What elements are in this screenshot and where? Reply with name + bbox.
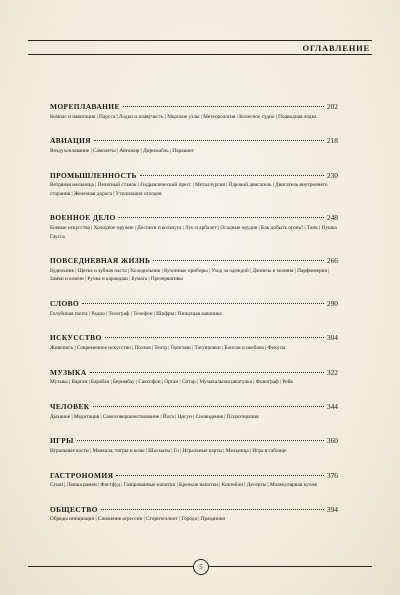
toc-subtopics: Суши | Лапша рамен | Фастфуд | Газированные напитки | Крепкие напитки | Коктейли | Десерты | Молекулярная кухня xyxy=(50,482,317,489)
toc-page-number: 394 xyxy=(326,504,338,514)
toc-entry-heading xyxy=(50,213,338,223)
toc-entry[interactable] xyxy=(50,213,338,241)
toc-page-number: 248 xyxy=(326,213,338,223)
toc-entry-heading xyxy=(50,299,338,309)
toc-chapter-title: МОРЕПЛАВАНИЕ xyxy=(50,102,120,111)
toc-entry-heading xyxy=(50,402,338,412)
toc-chapter-title: ГАСТРОНОМИЯ xyxy=(50,470,114,480)
toc-entry[interactable] xyxy=(50,256,338,284)
toc-chapter-title: ЧЕЛОВЕК xyxy=(50,402,90,412)
dot-leader xyxy=(77,440,324,441)
toc-chapter-title: ПОВСЕДНЕВНАЯ ЖИЗНЬ xyxy=(50,256,151,266)
toc-page-number: 376 xyxy=(326,470,338,480)
dot-leader xyxy=(153,260,323,261)
toc-subtopics: Воздухоплавание | Самолеты | Автожир | Дирижабль | Парашют xyxy=(50,147,194,154)
dot-leader xyxy=(90,372,324,373)
header-rule-bottom xyxy=(28,54,372,55)
toc-entry-heading xyxy=(50,171,338,181)
toc-page-number: 218 xyxy=(326,136,338,146)
toc-chapter-title: ОБЩЕСТВО xyxy=(50,504,98,514)
toc-entry[interactable] xyxy=(50,333,338,352)
toc-chapter-title: ПРОМЫШЛЕННОСТЬ xyxy=(50,170,137,180)
toc-entry[interactable] xyxy=(50,402,338,421)
page-number: 5 xyxy=(193,559,209,575)
toc-subtopics: Боевые искусства | Холодное оружие | Доспехи и кольчуга | Лук и арбалет | Осадные орудия | Как добыть огонь? | Танк | Пушка Гаусса xyxy=(50,224,337,240)
toc-entry[interactable] xyxy=(50,368,338,387)
toc-page-number: 344 xyxy=(326,402,338,412)
header-rule-top xyxy=(28,40,372,41)
toc-page-number: 202 xyxy=(326,102,338,111)
toc-subtopics: Обряды инициации | Снижение агрессии | Сторителлинг | Города | Праздники xyxy=(50,516,226,523)
toc-subtopics: Компас и навигация | Паруса | Лодки и плавучесть | Морские узлы | Метеорология | Колесное судно | Подводная лодка xyxy=(50,113,317,120)
dot-leader xyxy=(93,406,324,407)
toc-subtopics: Живопись | Современное искусство | Поэзия | Театр | Оригами | Татуировки | Бонсаи и икебана | Фокусы xyxy=(50,344,286,351)
toc-entry-heading xyxy=(50,368,338,378)
toc-subtopics: Игральные кости | Манкала, тигры и козы | Шахматы | Го | Игральные карты | Мельница | Игра в таблице xyxy=(50,447,287,454)
toc-page-number: 304 xyxy=(326,333,338,343)
toc-chapter-title: ИГРЫ xyxy=(50,436,74,446)
toc-entry[interactable] xyxy=(50,436,338,455)
dot-leader xyxy=(116,475,324,476)
toc-entry-heading xyxy=(50,505,338,515)
toc-entry-heading xyxy=(50,136,338,146)
dot-leader xyxy=(140,175,324,176)
dot-leader xyxy=(82,303,324,304)
toc-entry-heading xyxy=(50,436,338,446)
toc-entry[interactable] xyxy=(50,102,338,121)
toc-subtopics: Музыка | Варган | Барабан | Беримбау | Саксофон | Орган | Ситар | Музыкальная шкатулка | Фонограф | Рейв xyxy=(50,379,293,386)
toc-entry[interactable] xyxy=(50,171,338,199)
dot-leader xyxy=(94,140,324,141)
toc-page-number: 360 xyxy=(326,436,338,446)
toc-entry[interactable] xyxy=(50,136,338,155)
toc-chapter-title: МУЗЫКА xyxy=(50,367,87,377)
toc-subtopics: Ветряная мельница | Печатный станок | Гидравлический пресс | Металлургия | Паровой двигатель | Двигатель внутреннего сгорания | Железная дорога | Утилизация отходов xyxy=(50,182,328,197)
toc-entry[interactable] xyxy=(50,505,338,524)
dot-leader xyxy=(105,337,324,338)
toc-entry-heading xyxy=(50,256,338,266)
table-of-contents xyxy=(50,102,338,539)
dot-leader xyxy=(101,509,324,510)
toc-entry-heading xyxy=(50,333,338,343)
page-header-title: ОГЛАВЛЕНИЕ xyxy=(302,43,370,53)
toc-entry[interactable] xyxy=(50,299,338,318)
toc-chapter-title: АВИАЦИЯ xyxy=(50,136,91,146)
toc-subtopics: Будильник | Щетка и зубная паста | Холодильник | Кухонные приборы | Уход за одеждой | Джинсы и молния | Парфюмерия | Замки и ключи | Ручка и карандаш | Бумага | Презервативы xyxy=(50,267,330,283)
toc-page-number: 322 xyxy=(326,367,338,377)
toc-chapter-title: ВОЕННОЕ ДЕЛО xyxy=(50,213,116,223)
dot-leader xyxy=(123,106,324,107)
toc-chapter-title: ИСКУССТВО xyxy=(50,333,102,343)
toc-entry-heading xyxy=(50,102,338,112)
toc-subtopics: Голубиная почта | Радио | Телеграф | Телефон | Шифры | Пишущая машинка xyxy=(50,310,222,317)
toc-chapter-title: СЛОВО xyxy=(50,299,80,309)
toc-page-number: 230 xyxy=(326,170,338,180)
toc-page-number: 290 xyxy=(326,299,338,309)
toc-entry[interactable] xyxy=(50,471,338,490)
toc-entry-heading xyxy=(50,471,338,481)
dot-leader xyxy=(119,217,324,218)
toc-page-number: 266 xyxy=(326,256,338,266)
toc-subtopics: Дыхание | Медитация | Самосовершенствование | Йога | Цигун | Сновидения | Психотерапия xyxy=(50,413,259,420)
